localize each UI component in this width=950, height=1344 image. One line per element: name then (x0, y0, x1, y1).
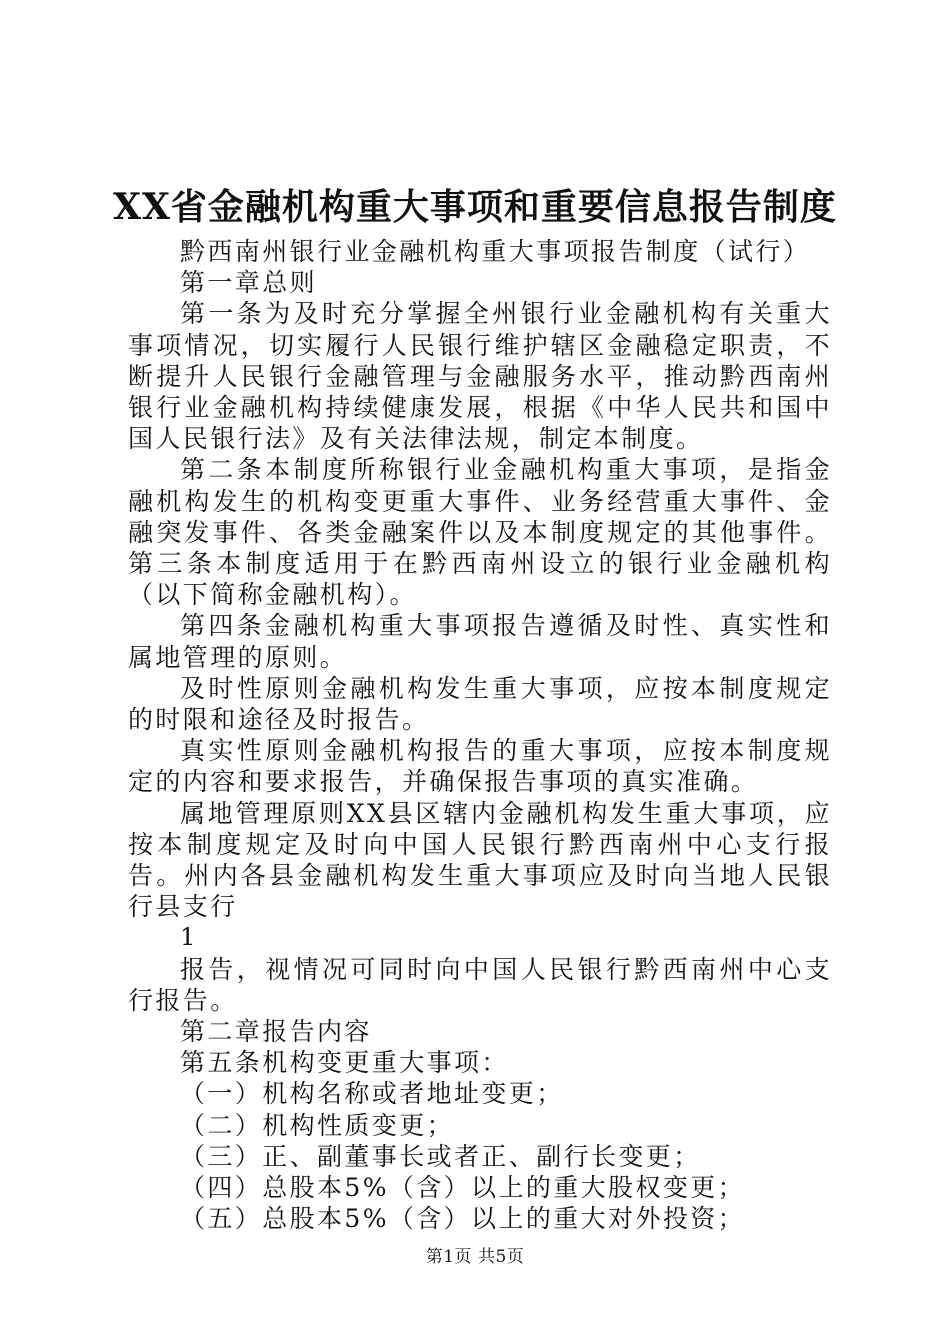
chapter-heading: 第一章总则 (180, 268, 318, 298)
article-paragraph: 第四条金融机构重大事项报告遵循及时性、真实性和属地管理的原则。 (128, 611, 832, 672)
list-item: （二）机构性质变更； (180, 1110, 455, 1140)
list-item: （四）总股本5%（含）以上的重大股权变更； (180, 1173, 746, 1203)
article-paragraph: 报告，视情况可同时向中国人民银行黔西南州中心支行报告。 (128, 954, 832, 1015)
list-item: （五）总股本5%（含）以上的重大对外投资； (180, 1204, 746, 1234)
page-footer: 第1页 共5页 (425, 1247, 525, 1267)
chapter-heading: 第二章报告内容 (180, 1017, 372, 1047)
article-paragraph: 第五条机构变更重大事项： (180, 1048, 509, 1078)
article-paragraph: 第二条本制度所称银行业金融机构重大事项，是指金融机构发生的机构变更重大事件、业务经营重大事件、金融突发事件、各类金融案件以及本制度规定的其他事件。第三条本制度适用于在黔西南州设立的银行业金融机构（以下简称金融机构）。 (128, 455, 832, 610)
article-paragraph: 第一条为及时充分掌握全州银行业金融机构有关重大事项情况，切实履行人民银行维护辖区金融稳定职责，不断提升人民银行金融管理与金融服务水平，推动黔西南州银行业金融机构持续健康发展，根据《中华人民共和国中国人民银行法》及有关法律法规，制定本制度。 (128, 299, 832, 454)
list-item: （三）正、副董事长或者正、副行长变更； (180, 1141, 701, 1171)
article-paragraph: 真实性原则金融机构报告的重大事项，应按本制度规定的内容和要求报告，并确保报告事项的真实准确。 (128, 736, 832, 797)
article-paragraph: 属地管理原则XX县区辖内金融机构发生重大事项，应按本制度规定及时向中国人民银行黔西南州中心支行报告。州内各县金融机构发生重大事项应及时向当地人民银行县支行 (128, 798, 832, 922)
inline-page-number: 1 (180, 923, 198, 952)
subtitle-paragraph: 黔西南州银行业金融机构重大事项报告制度（试行） (180, 237, 811, 266)
document-title: XX省金融机构重大事项和重要信息报告制度 (113, 186, 837, 228)
list-item: （一）机构名称或者地址变更； (180, 1079, 564, 1109)
document-body (128, 236, 832, 1235)
article-paragraph: 及时性原则金融机构发生重大事项，应按本制度规定的时限和途径及时报告。 (128, 673, 832, 735)
